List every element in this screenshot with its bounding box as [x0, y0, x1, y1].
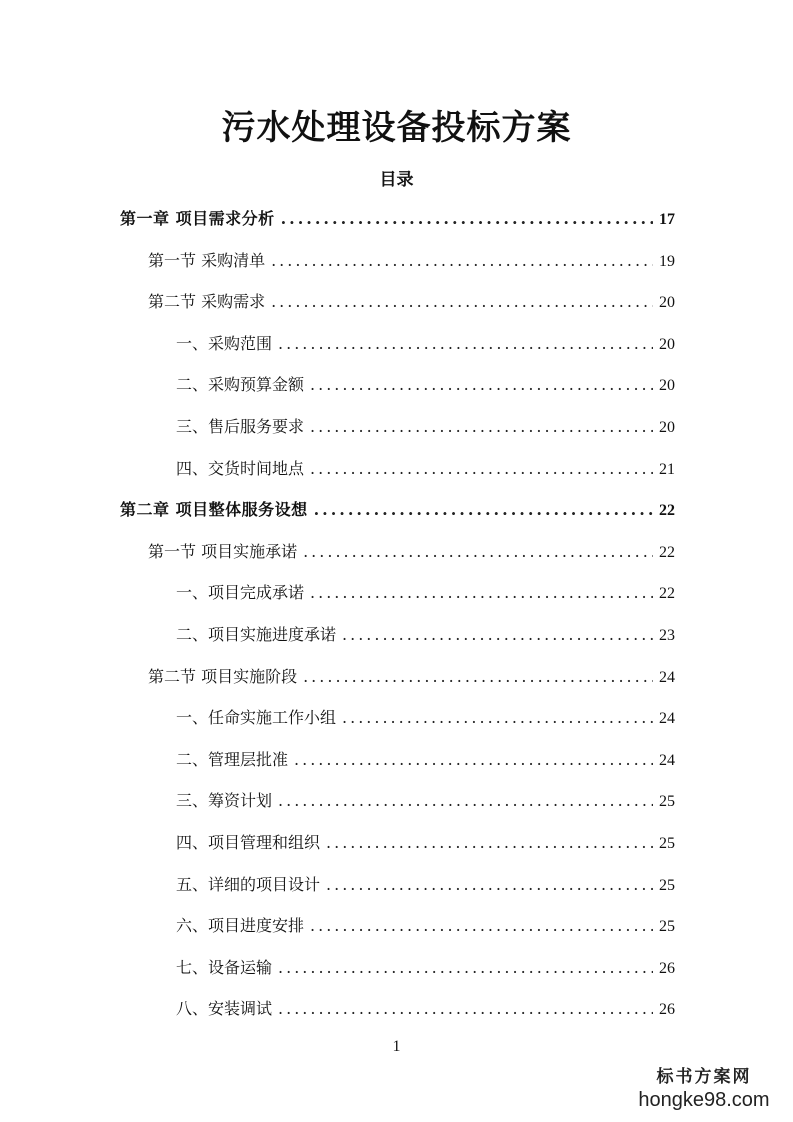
toc-dot-leader	[326, 831, 653, 855]
toc-dot-leader	[278, 332, 653, 356]
toc-entry-label: 第二节 项目实施阶段	[148, 667, 298, 686]
toc-entry-label: 三、筹资计划	[176, 791, 273, 810]
toc-heading: 目录	[379, 170, 414, 190]
toc-entry-label: 二、管理层批准	[176, 750, 289, 769]
toc-dot-leader	[278, 997, 653, 1021]
document-title: 污水处理设备投标方案	[221, 108, 572, 148]
toc-entry-label: 八、安装调试	[176, 999, 273, 1018]
toc-entry-page: 20	[659, 336, 675, 353]
toc-entry-label: 第二章 项目整体服务设想	[120, 500, 308, 519]
toc-entry-label: 四、交货时间地点	[176, 459, 305, 478]
toc-entry-label: 第一章 项目需求分析	[120, 209, 275, 228]
toc-entry[interactable]	[176, 748, 675, 772]
page-number: 1	[392, 1038, 401, 1055]
toc-entry-label: 二、采购预算金额	[176, 375, 305, 394]
toc-entry-page: 22	[659, 585, 675, 602]
toc-entry-page: 24	[659, 669, 675, 686]
toc-entry-label: 三、售后服务要求	[176, 417, 305, 436]
toc-entry[interactable]	[176, 789, 675, 813]
toc-dot-leader	[314, 498, 653, 522]
toc-entry[interactable]	[176, 956, 675, 980]
toc-entry-page: 20	[659, 377, 675, 394]
toc-entry[interactable]	[148, 290, 675, 314]
toc-entry[interactable]	[176, 415, 675, 439]
toc-entry[interactable]	[176, 706, 675, 730]
watermark-site-name: 标书方案网	[656, 1067, 752, 1087]
toc-dot-leader	[342, 706, 653, 730]
watermark	[629, 1066, 779, 1112]
toc-entry-label: 七、设备运输	[176, 958, 273, 977]
toc-dot-leader	[310, 914, 653, 938]
toc-entry[interactable]	[176, 623, 675, 647]
toc-dot-leader	[281, 207, 653, 231]
toc-entry-page: 25	[659, 918, 675, 935]
toc-entry[interactable]	[176, 581, 675, 605]
toc-entry[interactable]	[176, 457, 675, 481]
toc-dot-leader	[271, 249, 653, 273]
toc-entry-page: 23	[659, 627, 675, 644]
toc-entry-page: 22	[659, 544, 675, 561]
toc-entry-page: 22	[659, 502, 675, 519]
toc-entry-page: 20	[659, 294, 675, 311]
toc-dot-leader	[303, 540, 653, 564]
toc-dot-leader	[310, 373, 653, 397]
toc-entry[interactable]	[176, 997, 675, 1021]
toc-entry-page: 24	[659, 710, 675, 727]
toc-entry-page: 17	[659, 211, 675, 228]
toc-dot-leader	[294, 748, 653, 772]
toc-entry[interactable]	[176, 831, 675, 855]
toc-dot-leader	[310, 581, 653, 605]
toc-entry-page: 25	[659, 793, 675, 810]
watermark-url: hongke98.com	[638, 1089, 770, 1111]
toc-dot-leader	[278, 956, 653, 980]
toc-dot-leader	[278, 789, 653, 813]
toc-entry-page: 26	[659, 960, 675, 977]
toc-entry-page: 24	[659, 752, 675, 769]
toc-entry-label: 五、详细的项目设计	[176, 875, 321, 894]
toc-entry-page: 25	[659, 835, 675, 852]
toc-entry[interactable]	[176, 332, 675, 356]
toc-dot-leader	[271, 290, 653, 314]
toc-entry-page: 19	[659, 253, 675, 270]
toc-entry[interactable]	[148, 249, 675, 273]
toc-dot-leader	[310, 415, 653, 439]
toc-dot-leader	[310, 457, 653, 481]
toc-entry-label: 一、采购范围	[176, 334, 273, 353]
toc-entry-page: 20	[659, 419, 675, 436]
toc-dot-leader	[303, 665, 653, 689]
toc-entry[interactable]	[120, 498, 675, 522]
toc-dot-leader	[326, 873, 653, 897]
toc-entry-label: 一、项目完成承诺	[176, 583, 305, 602]
toc-entry-label: 第一节 采购清单	[148, 251, 266, 270]
toc-entry-page: 25	[659, 877, 675, 894]
toc-dot-leader	[342, 623, 653, 647]
toc-entry[interactable]	[176, 914, 675, 938]
toc-entry-label: 六、项目进度安排	[176, 916, 305, 935]
toc-entry-label: 二、项目实施进度承诺	[176, 625, 337, 644]
toc-entry[interactable]	[148, 665, 675, 689]
toc-entry-label: 第一节 项目实施承诺	[148, 542, 298, 561]
toc-entry-label: 一、任命实施工作小组	[176, 708, 337, 727]
toc-entry-page: 26	[659, 1001, 675, 1018]
toc-entry-label: 第二节 采购需求	[148, 292, 266, 311]
toc-entry[interactable]	[120, 207, 675, 231]
toc-entry[interactable]	[176, 873, 675, 897]
toc-entry[interactable]	[148, 540, 675, 564]
toc-entry-label: 四、项目管理和组织	[176, 833, 321, 852]
toc-entry-page: 21	[659, 461, 675, 478]
toc-entry[interactable]	[176, 373, 675, 397]
